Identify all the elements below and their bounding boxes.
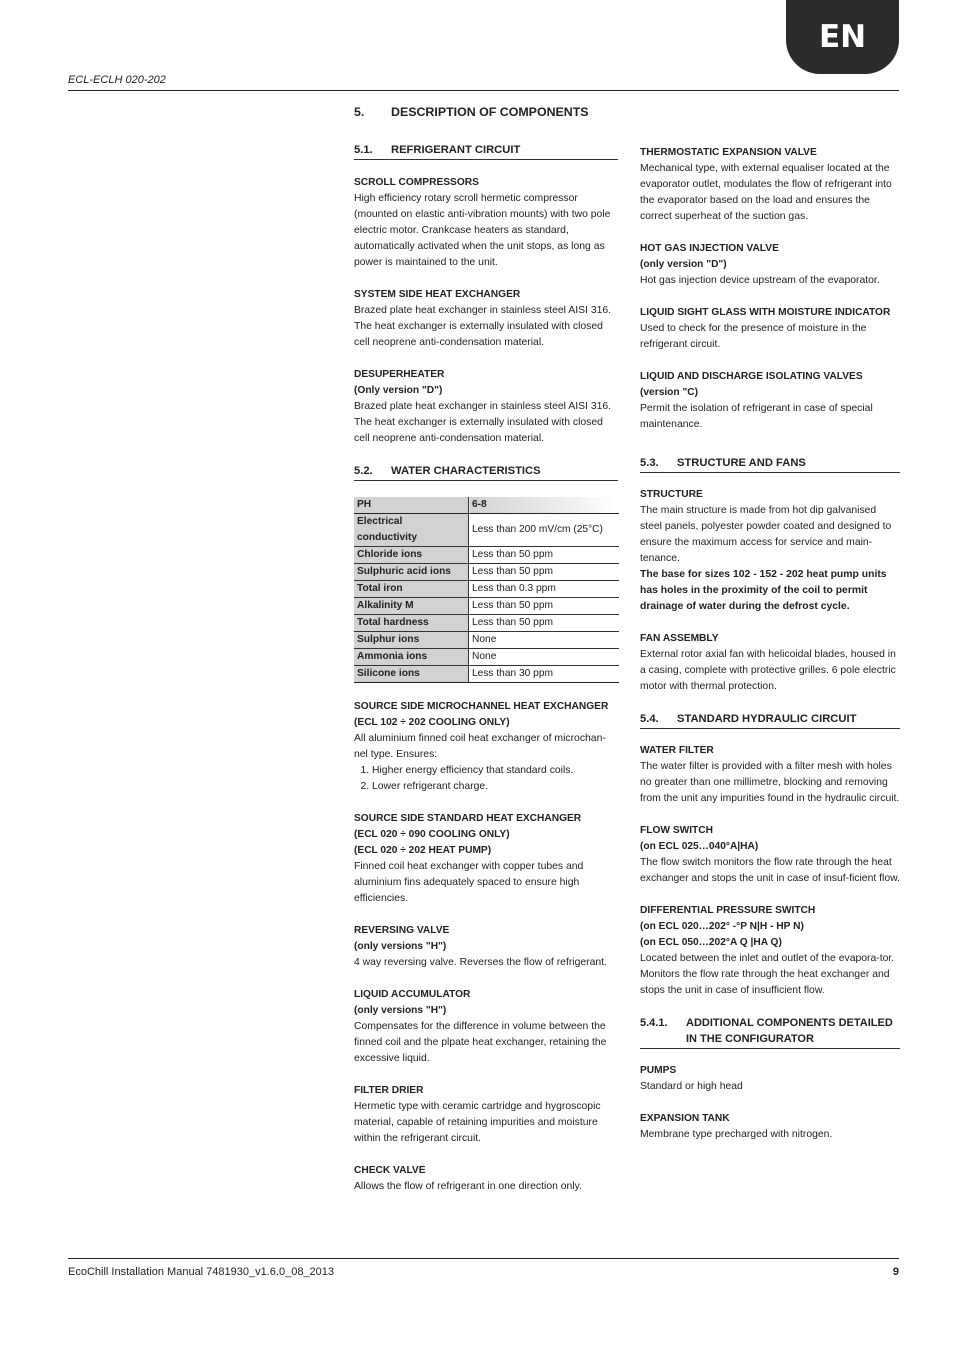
expansion-tank-block: EXPANSION TANK Membrane type precharged with nitrogen.	[640, 1113, 833, 1140]
water-filter-block: WATER FILTER The water filter is provided with a filter mesh with holes no greater than one millimetre, blocking and removing from the unit any impurities found in the hydraulic circuit.	[640, 745, 900, 804]
table-row: Silicone ions Less than 30 ppm	[354, 666, 619, 683]
table-row: Total hardness Less than 50 ppm	[354, 615, 619, 632]
footer-text: EcoChill Installation Manual 7481930_v1.6.0_08_2013	[68, 1266, 335, 1278]
table-row: Sulphur ions None	[354, 632, 619, 649]
liquid-accumulator-block: LIQUID ACCUMULATOR (only versions "H") Compensates for the difference in volume between the finned coil and the plpate heat exchanger, retaining the excessive liquid.	[354, 989, 607, 1064]
benefits-list	[354, 763, 618, 795]
filter-drier-block: FILTER DRIER Hermetic type with ceramic cartridge and hygroscopic material, capable of retaining impurities and moisture within the refrigerant circuit.	[354, 1085, 601, 1144]
standard-heat-exchanger-block: SOURCE SIDE STANDARD HEAT EXCHANGER (ECL 020 ÷ 090 COOLING ONLY) (ECL 020 ÷ 202 HEAT PUMP) Finned coil heat exchanger with copper tubes and aluminium fins adequately spaced to ensure high efficiencies.	[354, 813, 584, 904]
fan-assembly-block: FAN ASSEMBLY External rotor axial fan with helicoidal blades, housed in a casing, complete with protective grilles. 6 pole electric motor with thermal protection.	[640, 633, 896, 692]
water-characteristics-table	[354, 497, 619, 683]
footer-divider	[68, 1258, 899, 1259]
table-row: Ammonia ions None	[354, 649, 619, 666]
subsection-heading: 5.4. STANDARD HYDRAULIC CIRCUIT	[640, 711, 900, 729]
header-divider	[68, 90, 899, 91]
page-number: 9	[892, 1266, 899, 1278]
sight-glass-block: LIQUID SIGHT GLASS WITH MOISTURE INDICATOR Used to check for the presence of moisture in the refrigerant circuit.	[640, 307, 891, 350]
differential-pressure-switch-block: DIFFERENTIAL PRESSURE SWITCH (on ECL 020…202° -°P N|H - HP N) (on ECL 050…202°A Q |HA Q) Located between the inlet and outlet of the evapora-tor. Monitors the flow rate through the heat exchanger and stops the unit in case of insufficient flow.	[640, 905, 895, 996]
flow-switch-block: FLOW SWITCH (on ECL 025…040°A|HA) The flow switch monitors the flow rate through the heat exchanger and stops the unit in case of insuf-ficient flow.	[640, 825, 900, 884]
thermostatic-expansion-valve-block: THERMOSTATIC EXPANSION VALVE Mechanical type, with external equaliser located at the evaporator outlet, modulates the flow of refrigerant into the evaporator based on the load and ensures the correct superheat of the suction gas.	[640, 147, 892, 222]
pumps-block: PUMPS Standard or high head	[640, 1065, 743, 1092]
right-column	[640, 145, 900, 1143]
reversing-valve-block: REVERSING VALVE (only versions "H") 4 way reversing valve. Reverses the flow of refrigerant.	[354, 925, 607, 968]
language-tab: EN	[786, 0, 899, 74]
microchannel-heat-exchanger-block: SOURCE SIDE MICROCHANNEL HEAT EXCHANGER (ECL 102 ÷ 202 COOLING ONLY) All aluminium finned coil heat exchanger of microchan-nel type. Ensures: 1. Higher energy efficiency that standard coils. 2. Lower refrigerant charge.	[354, 699, 618, 795]
subsection-heading: 5.1. REFRIGERANT CIRCUIT	[354, 142, 618, 160]
structure-block: STRUCTURE The main structure is made from hot dip galvanised steel panels, polyester powder coated and designed to ensure the maximum access for service and main-tenance. The base for sizes 102 - 152 - 202 heat pump units has holes in the proximity of the coil to permit drainage of water during the defrost cycle.	[640, 489, 892, 612]
subsection-heading: 5.3. STRUCTURE AND FANS	[640, 455, 900, 473]
table-row: Electrical conductivity Less than 200 mV/cm (25°C)	[354, 514, 619, 547]
subsection-heading: 5.4.1. ADDITIONAL COMPONENTS DETAILED IN THE CONFIGURATOR	[640, 1015, 900, 1049]
list-item: 2. Lower refrigerant charge.	[372, 779, 618, 795]
table-row: Total iron Less than 0.3 ppm	[354, 581, 619, 598]
subsection-heading: 5.2. WATER CHARACTERISTICS	[354, 463, 618, 481]
check-valve-block: CHECK VALVE Allows the flow of refrigerant in one direction only.	[354, 1165, 582, 1192]
table-row: Sulphuric acid ions Less than 50 ppm	[354, 564, 619, 581]
section-heading: 5. DESCRIPTION OF COMPONENTS	[354, 105, 589, 119]
hot-gas-injection-block: HOT GAS INJECTION VALVE (only version "D") Hot gas injection device upstream of the evaporator.	[640, 243, 880, 286]
scroll-compressors-block: SCROLL COMPRESSORS High efficiency rotary scroll hermetic compressor (mounted on elastic anti-vibration mounts) with two pole electric motor. Crankcase heaters as standard, automatically activated when the unit stops, as long as power is maintained to the unit.	[354, 177, 611, 268]
document-code: ECL-ECLH 020-202	[68, 74, 166, 86]
table-header-row: PH 6-8	[354, 497, 619, 514]
system-side-heat-exchanger-block: SYSTEM SIDE HEAT EXCHANGER Brazed plate heat exchanger in stainless steel AISI 316. The heat exchanger is externally insulated with closed cell neoprene anti-condensation material.	[354, 289, 612, 348]
desuperheater-block: DESUPERHEATER (Only version "D") Brazed plate heat exchanger in stainless steel AISI 316. The heat exchanger is externally insulated with closed cell neoprene anti-condensation material.	[354, 369, 612, 444]
table-row: Alkalinity M Less than 50 ppm	[354, 598, 619, 615]
table-row: Chloride ions Less than 50 ppm	[354, 547, 619, 564]
isolating-valves-block: LIQUID AND DISCHARGE ISOLATING VALVES (version "C) Permit the isolation of refrigerant in case of special maintenance.	[640, 371, 873, 430]
list-item: 1. Higher energy efficiency that standard coils.	[372, 763, 618, 779]
left-column	[354, 100, 618, 1195]
